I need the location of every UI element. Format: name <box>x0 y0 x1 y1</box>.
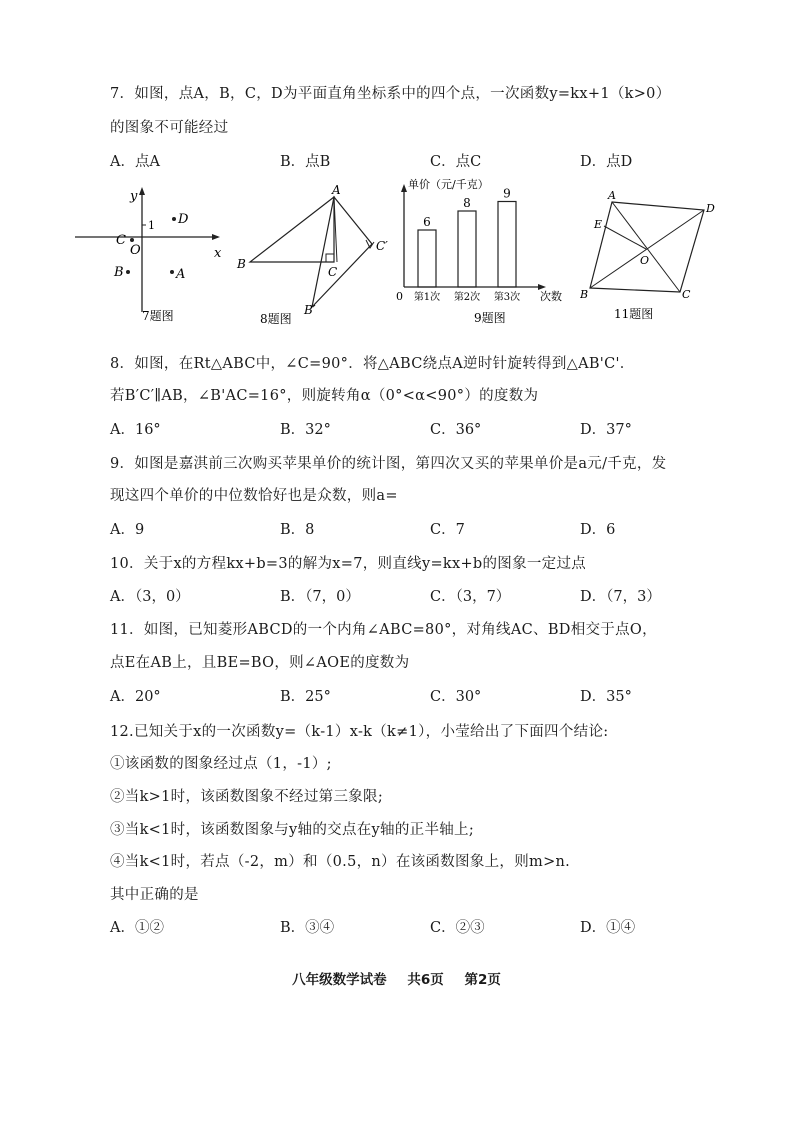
fig7-label-a: A <box>176 267 186 282</box>
fig7-x-label: x <box>214 246 222 261</box>
fig7-point-a <box>170 270 174 274</box>
q11-option-d: D．35° <box>580 689 632 705</box>
q12-statement-3: ③当k<1时，该函数图象与y轴的交点在y轴的正半轴上; <box>110 822 475 838</box>
figure-8-rotation-triangle <box>232 182 392 332</box>
q12-ask: 其中正确的是 <box>110 887 199 903</box>
q11-options <box>110 685 670 705</box>
fig7-label-d: D <box>178 212 189 227</box>
q12-statement-4: ④当k<1时，若点（-2，m）和（0.5，n）在该函数图象上，则m>n. <box>110 854 571 870</box>
fig9-x-axis-label: 次数 <box>540 290 562 303</box>
fig11-label-e: E <box>594 218 603 231</box>
fig9-y-axis-label: 单价（元/千克） <box>408 178 489 191</box>
figure-11-rhombus <box>580 186 720 326</box>
fig11-label-a: A <box>608 189 616 202</box>
q10-line1: 10．关于x的方程kx+b=3的解为x=7，则直线y=kx+b的图象一定过点 <box>110 556 587 572</box>
fig7-y-label: y <box>130 189 138 204</box>
q7-line1: 7．如图，点A，B，C，D为平面直角坐标系中的四个点，一次函数y=kx+1（k>0） <box>110 86 671 102</box>
fig7-label-b: B <box>114 265 124 280</box>
q12-option-a: A．①② <box>110 920 164 936</box>
fig9-origin-label: 0 <box>396 290 403 303</box>
fig9-bar-3 <box>498 202 516 288</box>
fig11-label-o: O <box>640 254 650 267</box>
figure-7 <box>70 182 230 336</box>
q9-option-a: A．9 <box>110 522 145 538</box>
q9-option-c: C．7 <box>430 522 465 538</box>
q10-options <box>110 585 670 605</box>
figure-11 <box>580 186 720 330</box>
q12-line1: 12.已知关于x的一次函数y=（k-1）x-k（k≠1），小莹给出了下面四个结论: <box>110 724 609 740</box>
fig8-right-angle-c-icon <box>326 254 334 262</box>
q11-line1: 11．如图，已知菱形ABCD的一个内角∠ABC=80°，对角线AC、BD相交于点O， <box>110 622 657 638</box>
q8-option-b: B．32° <box>280 422 331 438</box>
fig8-triangle-ab1c1 <box>312 197 372 307</box>
q12-option-b: B．③④ <box>280 920 335 936</box>
fig7-origin-label: O <box>130 243 141 258</box>
fig8-label-b1: B′ <box>304 303 316 317</box>
q7-option-d: D．点D <box>580 154 633 170</box>
fig11-label-d: D <box>706 202 715 215</box>
fig11-label-c: C <box>682 288 691 301</box>
fig7-point-c <box>130 238 134 242</box>
fig11-segment-eo <box>604 226 646 249</box>
figure-9-bar-chart <box>392 174 582 334</box>
q8-option-a: A．16° <box>110 422 161 438</box>
fig9-y-arrow-icon <box>401 184 407 192</box>
q9-options <box>110 518 670 538</box>
fig9-category-3: 第3次 <box>493 292 521 303</box>
fig7-caption: 7题图 <box>142 309 174 323</box>
q8-options <box>110 418 670 438</box>
q12-option-c: C．②③ <box>430 920 485 936</box>
q8-line1: 8．如图，在Rt△ABC中，∠C=90°．将△ABC绕点A逆时针旋转得到△AB'C'． <box>110 356 635 372</box>
fig8-label-c1: C′ <box>376 239 388 253</box>
fig9-bar-value-2: 8 <box>463 196 471 210</box>
fig7-x-arrow-icon <box>212 234 220 240</box>
fig7-y-arrow-icon <box>139 187 145 195</box>
q11-option-c: C．30° <box>430 689 482 705</box>
q7-option-c: C．点C <box>430 154 482 170</box>
q10-option-d: D．（7，3） <box>580 589 661 605</box>
fig9-bars <box>414 187 520 304</box>
q8-line2: 若B′C′∥AB，∠B'AC=16°，则旋转角α（0°<α<90°）的度数为 <box>110 388 539 404</box>
figure-8 <box>232 182 392 336</box>
fig8-label-c: C <box>328 265 338 279</box>
q7-line2: 的图象不可能经过 <box>110 120 229 136</box>
fig11-rhombus-abcd <box>590 202 704 292</box>
fig11-label-b: B <box>580 288 589 301</box>
q12-statement-2: ②当k>1时，该函数图象不经过第三象限; <box>110 789 384 805</box>
fig7-label-c: C <box>116 233 126 248</box>
fig9-category-2: 第2次 <box>453 292 481 303</box>
q7-options <box>110 150 670 170</box>
q9-option-b: B．8 <box>280 522 315 538</box>
fig7-tick-1-label: 1 <box>148 219 155 232</box>
fig8-label-b: B <box>237 257 246 271</box>
q8-option-c: C．36° <box>430 422 482 438</box>
fig11-diagonal-ac <box>612 202 680 292</box>
q11-line2: 点E在AB上，且BE=BO，则∠AOE的度数为 <box>110 655 410 671</box>
q12-option-d: D．①④ <box>580 920 636 936</box>
footer-page-number: 第2页 <box>464 972 501 988</box>
fig9-bar-value-3: 9 <box>503 186 511 201</box>
q9-line2: 现这四个单价的中位数恰好也是众数，则a= <box>110 488 398 504</box>
footer-total-pages: 共6页 <box>407 972 444 988</box>
fig9-caption: 9题图 <box>474 311 506 325</box>
fig9-bar-2 <box>458 211 476 287</box>
fig8-caption: 8题图 <box>260 312 292 326</box>
q8-option-d: D．37° <box>580 422 632 438</box>
fig7-point-b <box>126 270 130 274</box>
fig9-category-1: 第1次 <box>413 292 441 303</box>
fig9-bar-1 <box>418 230 436 287</box>
q12-statement-1: ①该函数的图象经过点（1，-1）; <box>110 756 332 772</box>
q11-option-b: B．25° <box>280 689 331 705</box>
fig8-triangle-abc <box>250 197 334 262</box>
fig7-point-d <box>172 217 176 221</box>
fig8-label-a: A <box>332 183 341 197</box>
q9-line1: 9．如图是嘉淇前三次购买苹果单价的统计图，第四次又买的苹果单价是a元/千克，发 <box>110 456 667 472</box>
q12-options <box>110 916 670 936</box>
q9-option-d: D．6 <box>580 522 616 538</box>
q7-option-b: B．点B <box>280 154 331 170</box>
footer-title: 八年级数学试卷 <box>292 972 387 988</box>
q10-option-b: B．（7，0） <box>280 589 360 605</box>
page-footer <box>0 968 793 988</box>
q7-option-a: A．点A <box>110 154 160 170</box>
fig11-caption: 11题图 <box>614 307 654 321</box>
q11-option-a: A．20° <box>110 689 161 705</box>
q10-option-a: A．（3，0） <box>110 589 190 605</box>
figure-7-coordinate-plane <box>70 182 230 332</box>
q10-option-c: C．（3，7） <box>430 589 511 605</box>
fig9-bar-value-1: 6 <box>423 215 431 229</box>
figure-9 <box>392 174 582 338</box>
